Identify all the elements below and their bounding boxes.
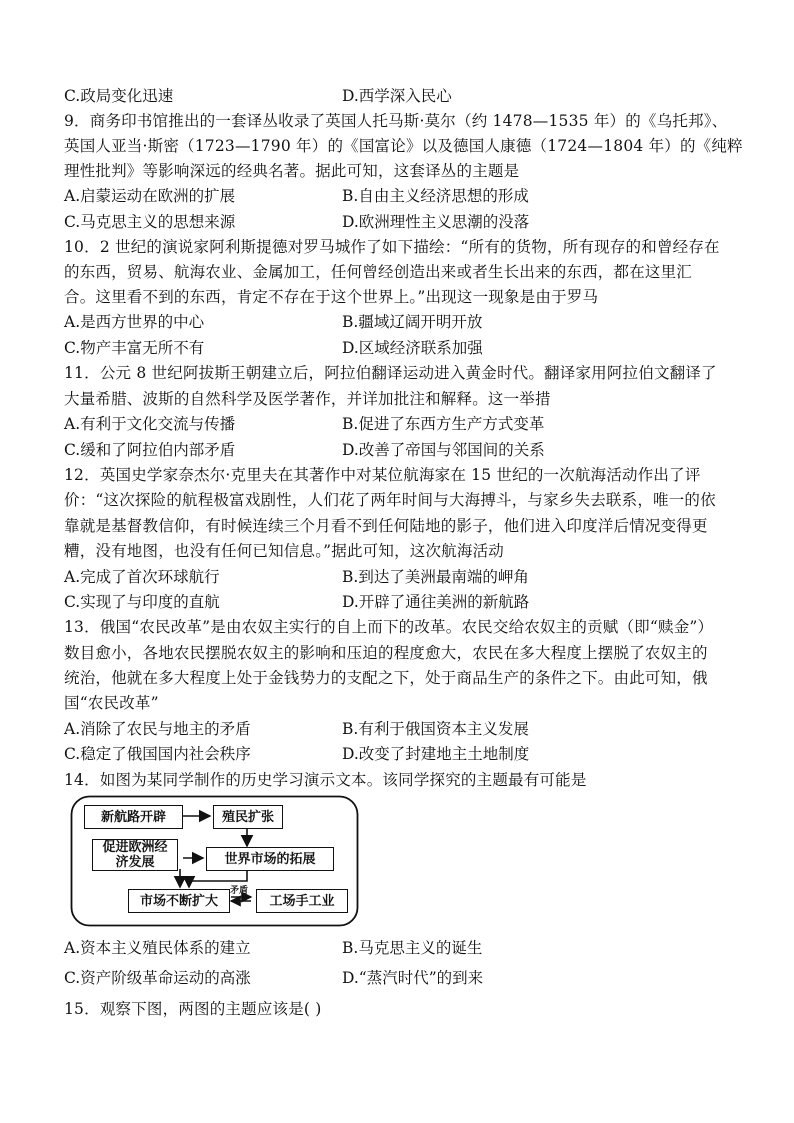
q11-option-c: C.缓和了阿拉伯内部矛盾: [64, 441, 236, 459]
q11-option-d: D.改善了帝国与邻国间的关系: [342, 441, 545, 459]
q10-option-c: C.物产丰富无所不有: [64, 339, 205, 357]
q10-option-d: D.区域经济联系加强: [342, 339, 483, 357]
box-colonial-expansion: 殖民扩张: [213, 805, 283, 829]
q9-option-c: C.马克思主义的思想来源: [64, 213, 236, 231]
q12-stem-line-1: 12．英国史学家奈杰尔·克里夫在其著作中对某位航海家在 15 世纪的一次航海活动作出了评: [64, 466, 701, 484]
q14-flow-diagram: [70, 795, 360, 927]
conflict-label: 矛盾: [230, 886, 249, 896]
box-workshop-industry: 工场手工业: [256, 889, 348, 913]
q13-stem-line-1: 13．俄国“农民改革”是由农奴主实行的自上而下的改革。农民交给农奴主的贡赋（即“赎金”）: [64, 618, 714, 636]
q14-option-c: C.资产阶级革命运动的高涨: [64, 969, 251, 987]
q13-option-a: A.消除了农民与地主的矛盾: [64, 720, 251, 738]
q10-stem-line-3: 合。这里看不到的东西，肯定不存在于这个世界上。”出现这一现象是由于罗马: [64, 288, 599, 306]
q10-option-b: B.疆域辽阔开明开放: [342, 313, 483, 331]
q12-stem-line-3: 靠就是基督教信仰，有时候连续三个月看不到任何陆地的影子，他们进入印度洋后情况变得更: [64, 517, 708, 535]
q12-stem-line-2: 价：“这次探险的航程极富戏剧性，人们花了两年时间与大海搏斗，与家乡失去联系，唯一的依: [64, 491, 716, 509]
q9-stem-line-1: 9．商务印书馆推出的一套译丛收录了英国人托马斯·莫尔（约 1478—1535 年）的《乌托邦》、: [64, 112, 728, 130]
q8-option-c: C.政局变化迅速: [64, 87, 174, 105]
q9-stem-line-2: 英国人亚当·斯密（1723—1790 年）的《国富论》以及德国人康德（1724—1804 年）的《纯粹: [64, 137, 743, 155]
q13-option-d: D.改变了封建地主土地制度: [342, 745, 530, 763]
q9-option-d: D.欧洲理性主义思潮的没落: [342, 213, 530, 231]
box-new-route: 新航路开辟: [84, 805, 183, 829]
box-world-market: 世界市场的拓展: [206, 847, 334, 871]
q14-stem: 14．如图为某同学制作的历史学习演示文本。该同学探究的主题最有可能是: [64, 771, 587, 789]
q13-stem-line-4: 国“农民改革”: [64, 694, 159, 712]
q12-option-c: C.实现了与印度的直航: [64, 593, 220, 611]
q13-stem-line-3: 统治，他就在多大程度上处于金钱势力的支配之下，处于商品生产的条件之下。由此可知，俄: [64, 669, 708, 687]
q13-option-b: B.有利于俄国资本主义发展: [342, 720, 529, 738]
q10-stem-line-2: 的东西，贸易、航海农业、金属加工，任何曾经创造出来或者生长出来的东西，都在这里汇: [64, 263, 693, 281]
q9-option-b: B.自由主义经济思想的形成: [342, 187, 529, 205]
q14-option-b: B.马克思主义的诞生: [342, 939, 483, 957]
box-market-expanding: 市场不断扩大: [128, 889, 230, 913]
q9-option-a: A.启蒙运动在欧洲的扩展: [64, 187, 236, 205]
q11-stem-line-2: 大量希腊、波斯的自然科学及医学著作，并详加批注和解释。这一举措: [64, 390, 551, 408]
q9-stem-line-3: 理性批判》等影响深远的经典名著。据此可知，这套译丛的主题是: [64, 162, 520, 180]
q15-stem: 15．观察下图，两图的主题应该是( ): [64, 1000, 322, 1018]
q10-option-a: A.是西方世界的中心: [64, 313, 205, 331]
q11-option-a: A.有利于文化交流与传播: [64, 415, 236, 433]
q14-option-d: D.“蒸汽时代”的到来: [342, 969, 484, 987]
q13-option-c: C.稳定了俄国国内社会秩序: [64, 745, 251, 763]
q11-stem-line-1: 11．公元 8 世纪阿拔斯王朝建立后，阿拉伯翻译运动进入黄金时代。翻译家用阿拉伯文翻译了: [64, 364, 717, 382]
q12-option-d: D.开辟了通往美洲的新航路: [342, 593, 530, 611]
q12-option-a: A.完成了首次环球航行: [64, 568, 220, 586]
q12-stem-line-4: 糟，没有地图，也没有任何已知信息。”据此可知，这次航海活动: [64, 542, 504, 560]
box-europe-economy: 促进欧洲经济发展: [92, 839, 178, 871]
q11-option-b: B.促进了东西方生产方式变革: [342, 415, 545, 433]
q8-option-d: D.西学深入民心: [342, 87, 452, 105]
q14-option-a: A.资本主义殖民体系的建立: [64, 939, 251, 957]
q12-option-b: B.到达了美洲最南端的岬角: [342, 568, 529, 586]
q10-stem-line-1: 10．2 世纪的演说家阿利斯提德对罗马城作了如下描绘：“所有的货物，所有现存的和曾经存在: [64, 238, 720, 256]
q13-stem-line-2: 数目愈小，各地农民摆脱农奴主的影响和压迫的程度愈大，农民在多大程度上摆脱了农奴主的: [64, 644, 708, 662]
